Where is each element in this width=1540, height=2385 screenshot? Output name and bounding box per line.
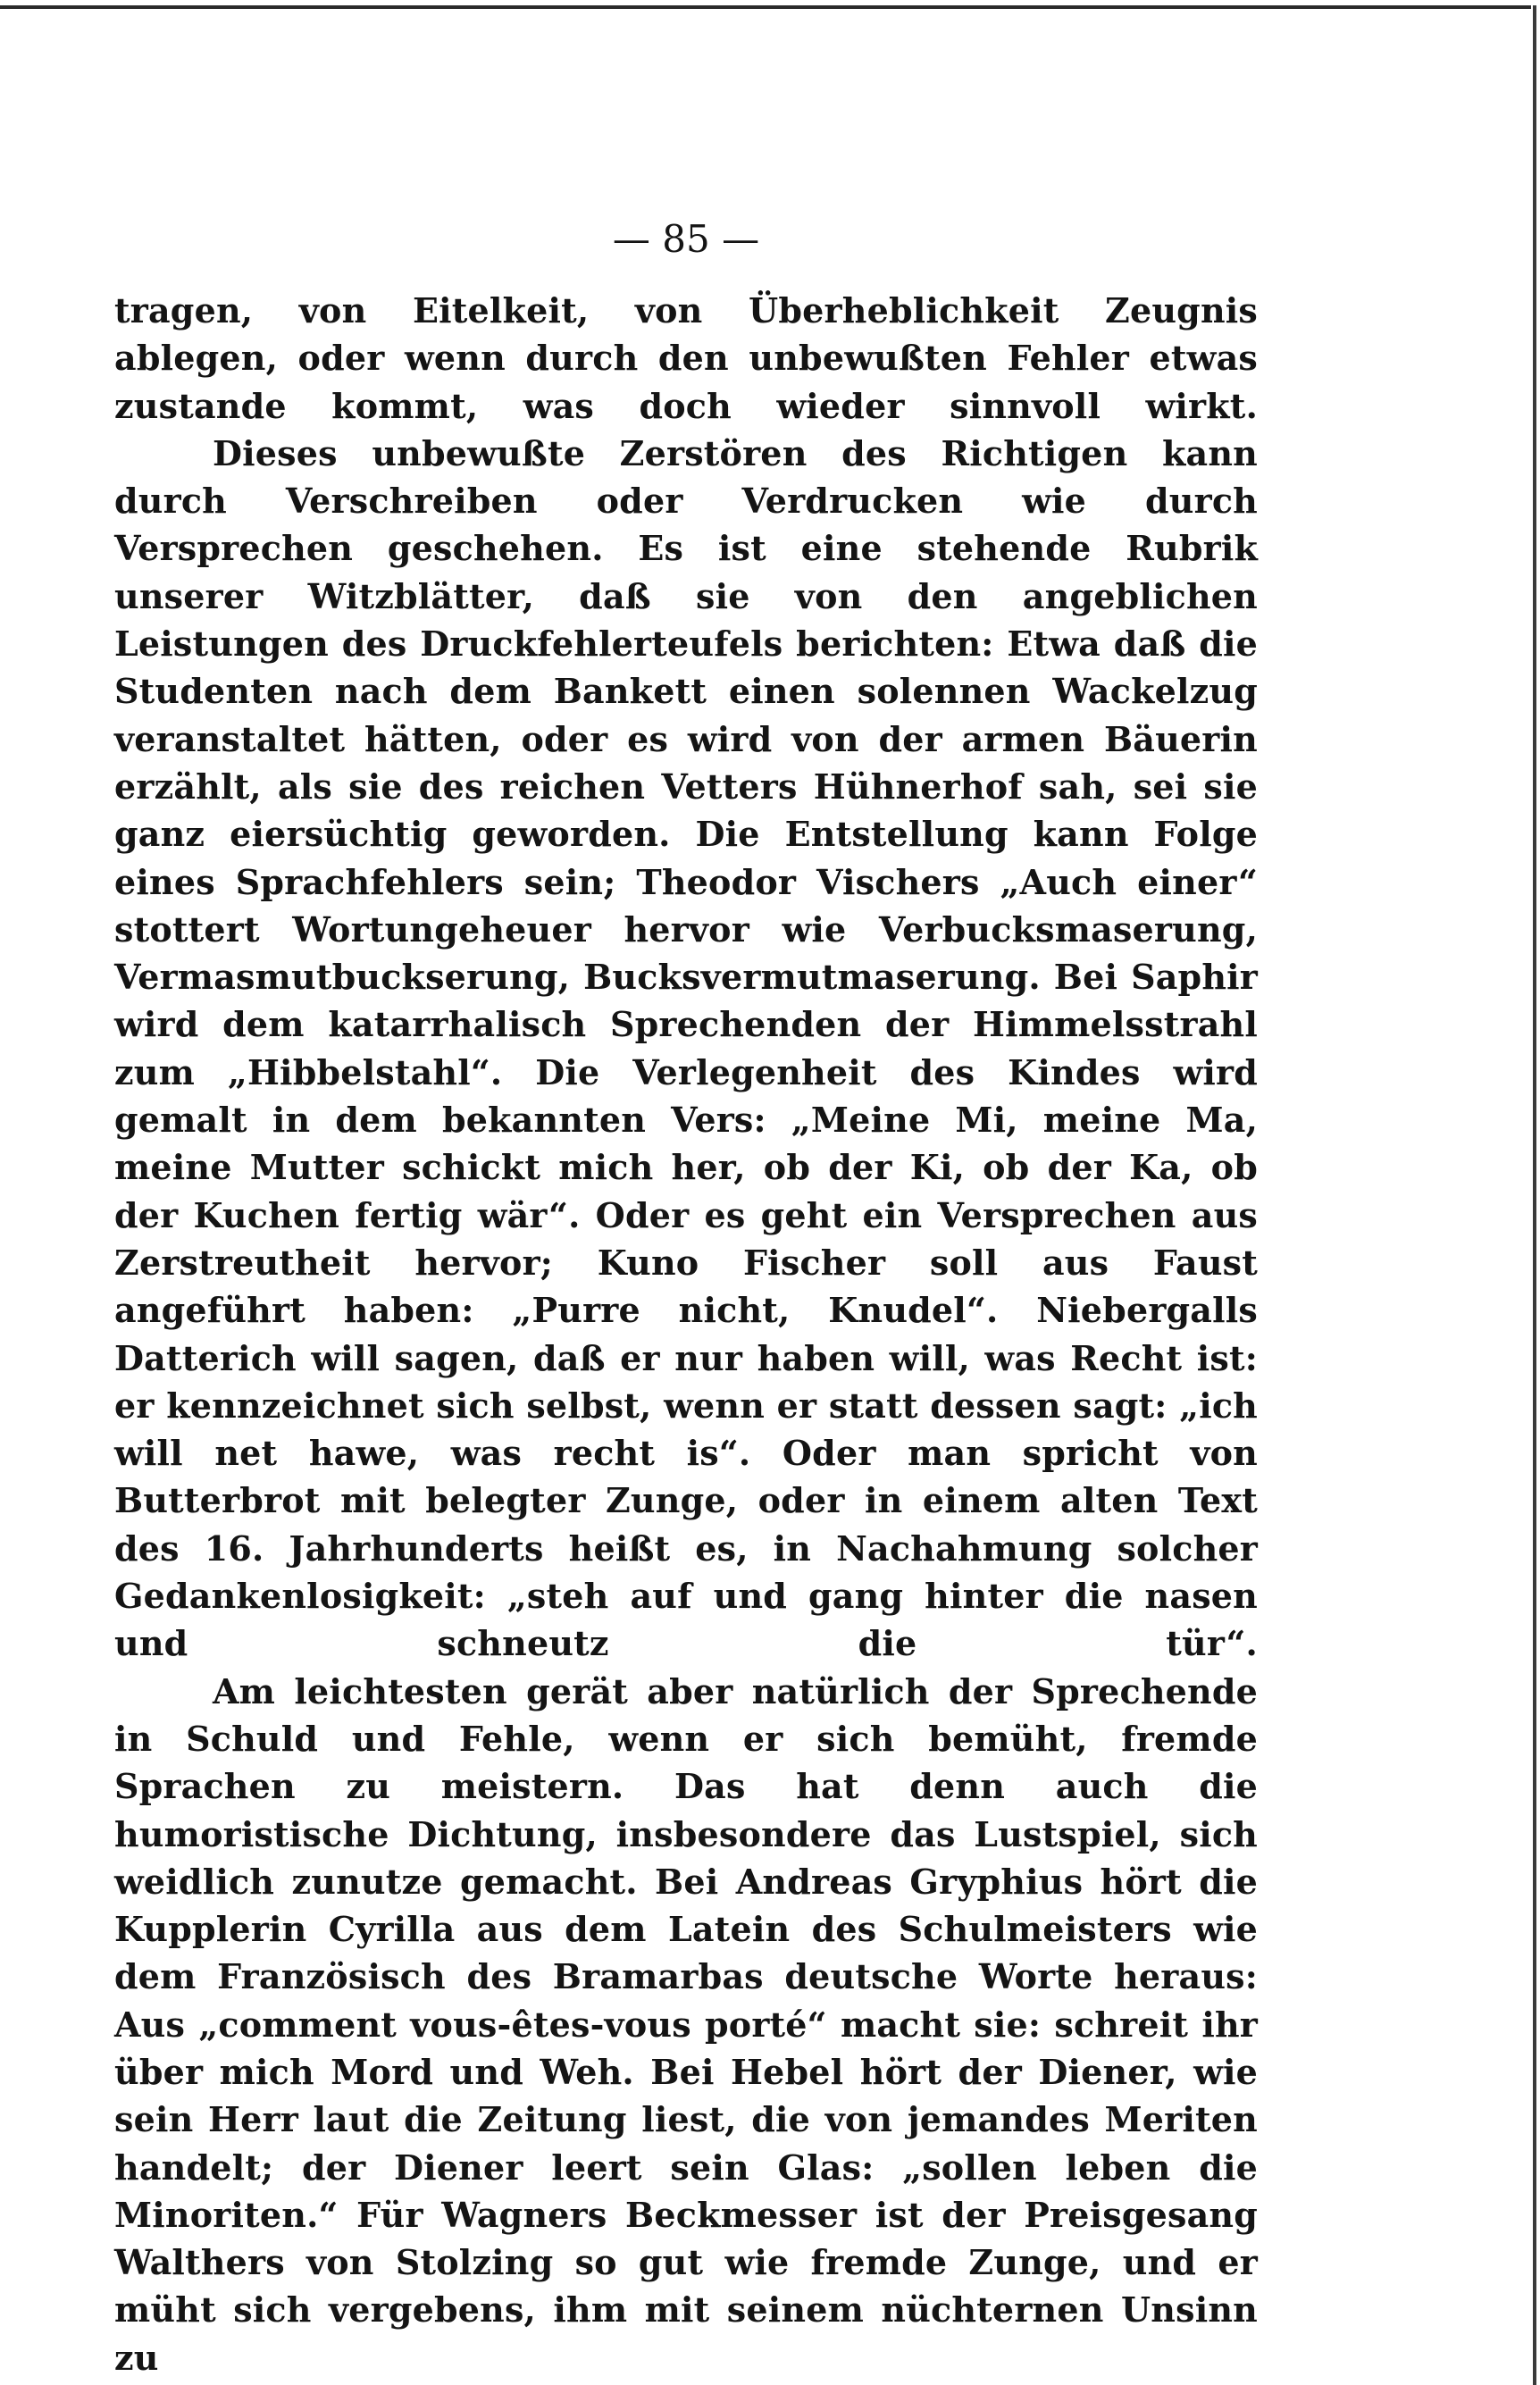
page-number: — 85 — [612, 217, 760, 261]
paragraph-2: Dieses unbewußte Zerstören des Richtigen kann durch Verschreiben oder Verdrucken wie durch Versprechen geschehen. Es ist eine stehende Rubrik unserer Witzblätter, daß sie von den angeblichen Leistungen des Druckfehlerteufels berichten: Etwa daß die Studenten nach dem Bankett einen solennen Wackelzug veranstaltet hätten, oder es wird von der armen Bäuerin erzählt, als sie des reichen Vetters Hühnerhof sah, sei sie ganz eiersüchtig geworden. Die Entstellung kann Folge eines Sprachfehlers sein; Theodor Vischers „Auch einer“ stottert Wortungeheuer hervor wie Verbucksmaserung, Vermasmutbuckserung, Bucksvermutmaserung. Bei Saphir wird dem katarrhalisch Sprechenden der Himmelsstrahl zum „Hibbelstahl“. Die Verlegenheit des Kindes wird gemalt in dem bekannten Vers: „Meine Mi, meine Ma, meine Mutter schickt mich her, ob der Ki, ob der Ka, ob der Kuchen fertig wär“. Oder es geht ein Versprechen aus Zerstreutheit hervor; Kuno Fischer soll aus Faust angeführt haben: „Purre nicht, Knudel“. Niebergalls Datterich will sagen, daß er nur haben will, was Recht ist: er kennzeichnet sich selbst, wenn er statt dessen sagt: „ich will net hawe, was recht is“. Oder man spricht von Butterbrot mit belegter Zunge, oder in einem alten Text des 16. Jahrhunderts heißt es, in Nachahmung solcher Gedankenlosigkeit: „steh auf und gang hinter die nasen und schneutz die tür“. [114, 432, 1258, 1664]
paragraph-1: tragen, von Eitelkeit, von Überheblichkeit Zeugnis ablegen, oder wenn durch den unbewußten Fehler etwas zustande kommt, was doch wieder sinnvoll wirkt. [114, 290, 1258, 426]
right-border-line [1533, 5, 1536, 2385]
book-page [114, 219, 1258, 2381]
top-border-line [0, 5, 1531, 9]
paragraph-3: Am leichtesten gerät aber natürlich der Sprechende in Schuld und Fehle, wenn er sich bemüht, fremde Sprachen zu meistern. Das hat denn auch die humoristische Dichtung, insbesondere das Lustspiel, sich weidlich zunutze gemacht. Bei Andreas Gryphius hört die Kupplerin Cyrilla aus dem Latein des Schulmeisters wie dem Französisch des Bramarbas deutsche Worte heraus: Aus „comment vous-êtes-vous porté“ macht sie: schreit ihr über mich Mord und Weh. Bei Hebel hört der Diener, wie sein Herr laut die Zeitung liest, die von jemandes Meriten handelt; der Diener leert sein Glas: „sollen leben die Minoriten.“ Für Wagners Beckmesser ist der Preisgesang Walthers von Stolzing so gut wie fremde Zunge, und er müht sich vergebens, ihm mit seinem nüchternen Unsinn zu [114, 1670, 1258, 2378]
body-text [114, 287, 1258, 2381]
